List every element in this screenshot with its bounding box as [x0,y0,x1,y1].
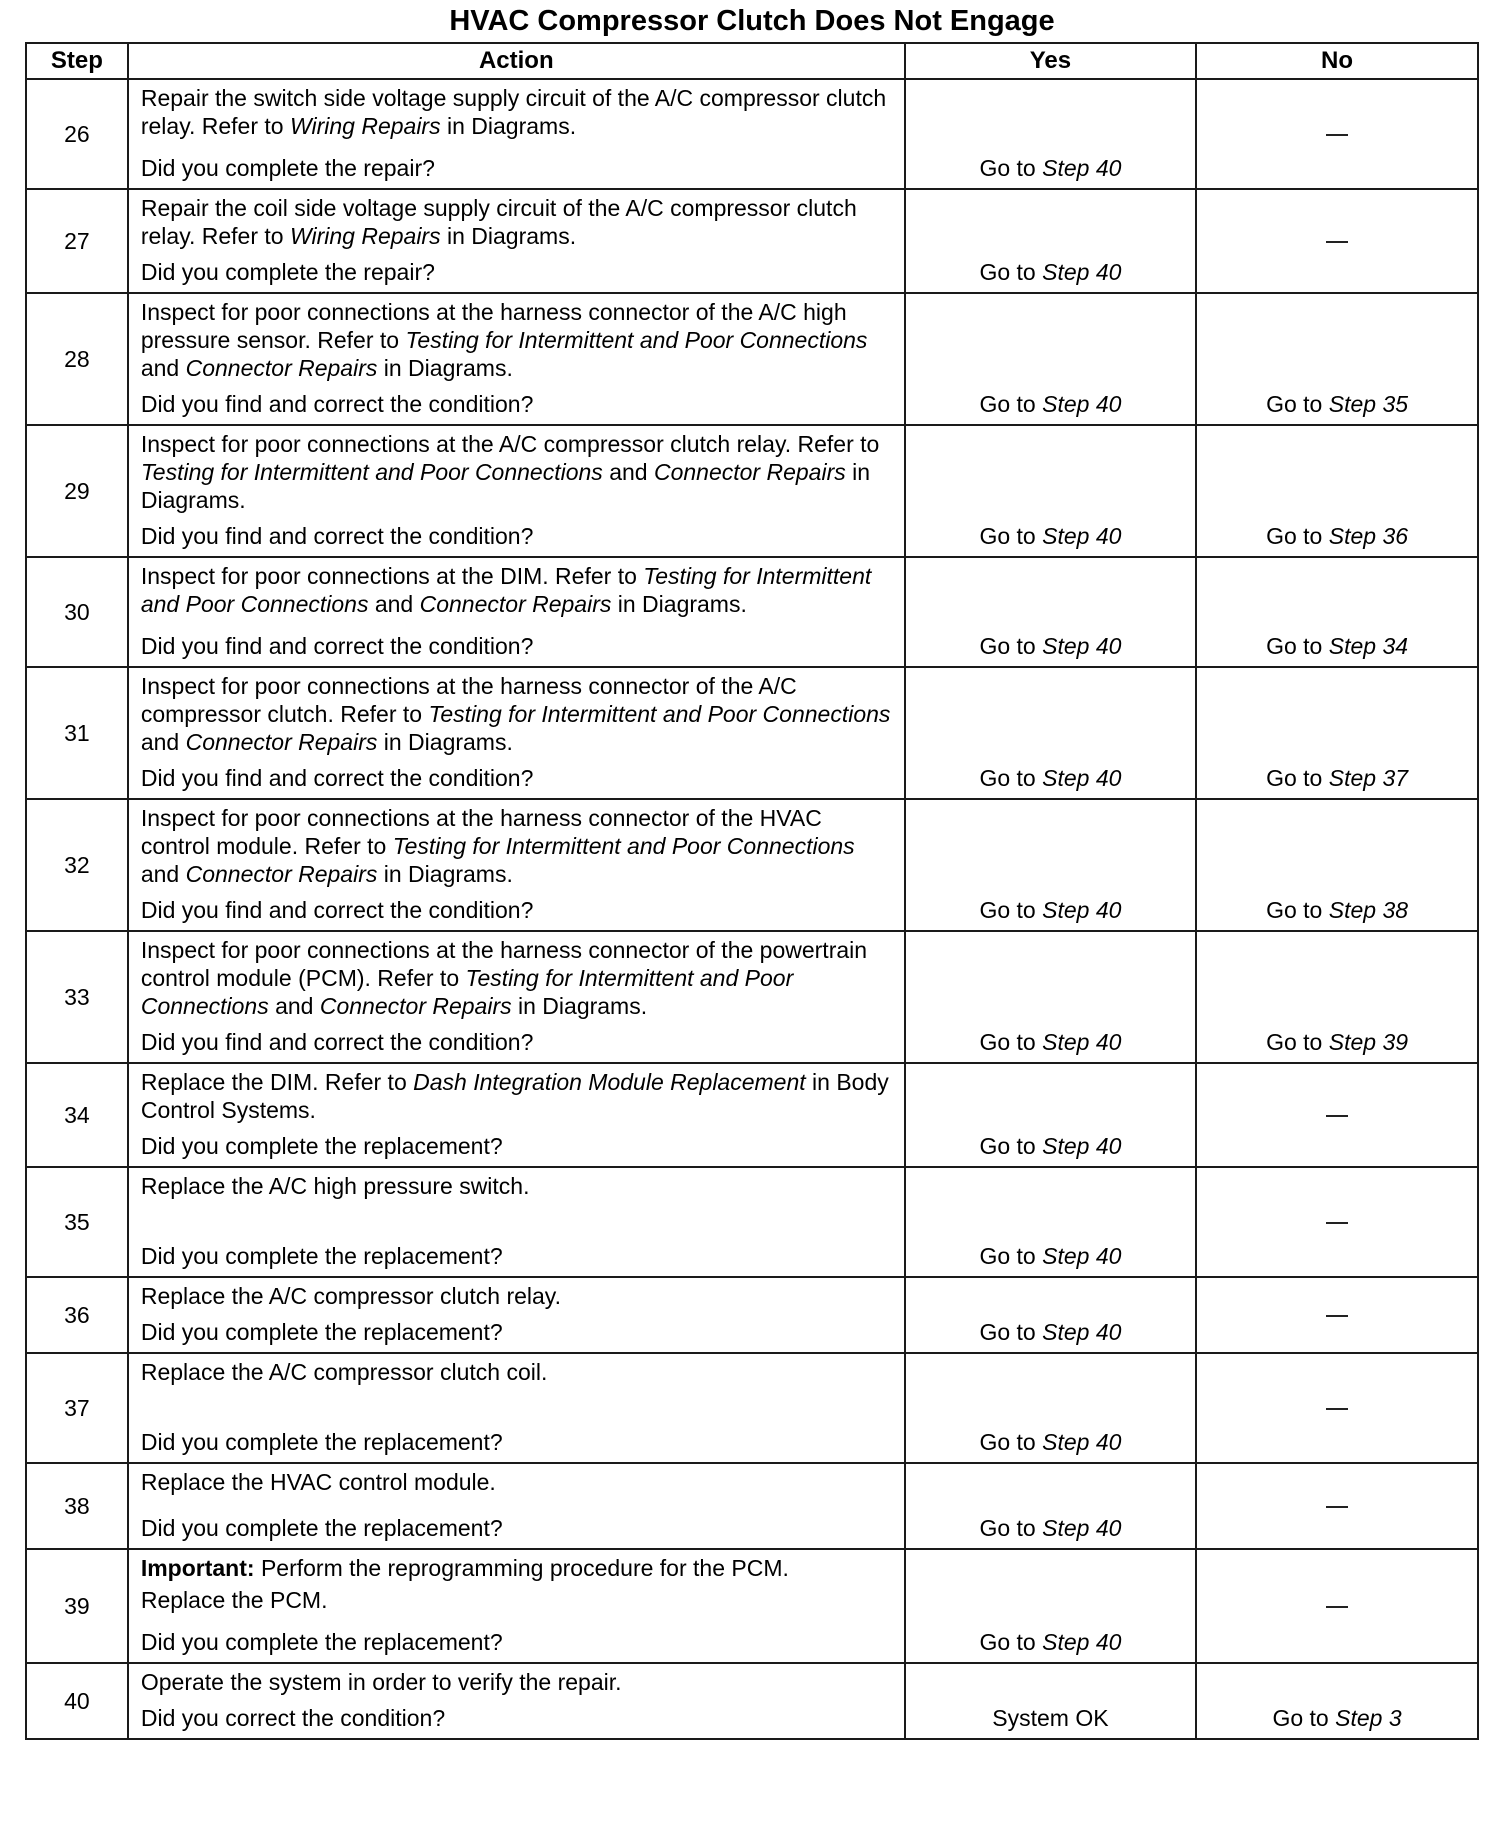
page-title: HVAC Compressor Clutch Does Not Engage [449,5,1055,37]
column-header-step: Step [26,43,128,79]
action-text-segment: Replace the PCM. [140,1587,328,1613]
yes-prefix: Go to [979,765,1043,791]
table-row [26,1663,1478,1739]
yes-step-link[interactable]: Step 40 [1042,633,1122,659]
table-row [26,799,1478,931]
action-text-segment: in Diagrams. [440,113,577,139]
yes-prefix: Go to [979,1515,1043,1541]
action-text [141,1358,894,1386]
reference-link[interactable]: Testing for Intermittent and Poor Connections [140,459,603,485]
action-text [141,1586,894,1614]
step-number: 36 [26,1277,128,1353]
column-header-no: No [1196,43,1478,79]
yes-prefix: Go to [979,1429,1043,1455]
reference-link[interactable]: Testing for Intermittent and Poor Connections [428,701,891,727]
action-cell [128,79,905,189]
yes-cell [905,1463,1196,1549]
action-instructions [141,84,894,140]
dash-mark [1326,1222,1348,1224]
action-text [141,672,894,756]
reference-link[interactable]: Wiring Repairs [289,223,441,249]
reference-link[interactable]: Testing for Intermittent and Poor Connections [140,563,872,617]
no-prefix: Go to [1266,633,1329,659]
no-cell [1196,293,1478,425]
action-content [141,1172,894,1270]
column-header-action: Action [128,43,905,79]
yes-step-link[interactable]: Step 40 [1042,897,1122,923]
action-text-segment: in Diagrams. [140,459,871,513]
no-cell-empty [1196,79,1478,189]
action-content [141,1668,894,1732]
action-content [141,1554,894,1656]
action-text [141,1468,894,1496]
action-instructions [141,936,894,1020]
no-prefix: Go to [1266,765,1329,791]
no-prefix: Go to [1266,1029,1329,1055]
question-text: Did you find and correct the condition? [140,391,534,417]
question-text: Did you find and correct the condition? [140,1029,534,1055]
no-cell-empty [1196,189,1478,293]
action-content [141,194,894,286]
question-text: Did you complete the replacement? [140,1319,503,1345]
question-text: Did you complete the replacement? [140,1133,503,1159]
no-prefix: Go to [1266,897,1329,923]
question-text: Did you correct the condition? [140,1705,446,1731]
dash-mark [1326,1315,1348,1317]
question-text: Did you complete the repair? [140,155,435,181]
action-content [141,672,894,792]
action-text-segment: in Diagrams. [511,993,648,1019]
no-step-link[interactable]: Step 36 [1328,523,1409,549]
yes-cell [905,1663,1196,1739]
action-text-segment: in Diagrams. [377,861,513,887]
question-text: Did you complete the replacement? [140,1243,503,1269]
no-step-link[interactable]: Step 37 [1328,765,1409,791]
yes-step-link[interactable]: Step 40 [1042,1515,1122,1541]
table-row [26,931,1478,1063]
reference-link[interactable]: Connector Repairs [419,591,612,617]
action-instructions [141,1068,894,1124]
action-instructions [141,1668,894,1696]
yes-step-link[interactable]: Step 40 [1042,1319,1122,1345]
action-content [141,562,894,660]
reference-link[interactable]: Connector Repairs [185,861,378,887]
step-number: 28 [26,293,128,425]
yes-step-link[interactable]: Step 40 [1042,1629,1122,1655]
important-note [141,1554,894,1582]
table-row [26,557,1478,667]
table-body [26,79,1478,1739]
action-instructions [141,672,894,756]
yes-cell [905,557,1196,667]
question-text: Did you complete the replacement? [140,1429,503,1455]
no-cell-empty [1196,1353,1478,1463]
action-text-segment: and [140,861,186,887]
action-content [141,936,894,1056]
action-cell [128,799,905,931]
dash-mark [1326,1408,1348,1410]
step-number: 40 [26,1663,128,1739]
table-row [26,667,1478,799]
action-text [141,804,894,888]
table-row [26,1167,1478,1277]
reference-link[interactable]: Testing for Intermittent and Poor Connections [392,833,855,859]
yes-step-link[interactable]: Step 40 [1042,765,1122,791]
action-instructions [141,804,894,888]
action-text-segment: in Body Control Systems. [140,1069,889,1123]
action-cell [128,667,905,799]
action-cell [128,557,905,667]
yes-prefix: Go to [979,897,1043,923]
yes-step-link[interactable]: Step 40 [1042,523,1122,549]
action-text [141,84,894,140]
table-row [26,1063,1478,1167]
step-number: 38 [26,1463,128,1549]
question-text: Did you complete the repair? [140,259,435,285]
action-cell [128,189,905,293]
no-cell-empty [1196,1167,1478,1277]
action-text-segment: Inspect for poor connections at the DIM. Refer to [140,563,644,589]
action-cell [128,1549,905,1663]
no-cell [1196,1663,1478,1739]
yes-prefix: Go to [979,1319,1043,1345]
action-content [141,1468,894,1542]
action-text [141,562,894,618]
dash-mark [1326,134,1348,136]
question-text: Did you find and correct the condition? [140,897,534,923]
yes-cell [905,1549,1196,1663]
no-cell [1196,557,1478,667]
action-text-segment: Replace the HVAC control module. [140,1469,496,1495]
action-text-segment: Inspect for poor connections at the harness connector of the powertrain control module (PCM). Refer to [140,937,868,991]
table-row [26,1277,1478,1353]
action-text-segment: Replace the A/C compressor clutch relay. [140,1283,561,1309]
action-text [141,1668,894,1696]
reference-link[interactable]: Connector Repairs [653,459,846,485]
yes-cell [905,189,1196,293]
action-text-segment: and [140,729,186,755]
yes-step-link[interactable]: Step 40 [1042,391,1122,417]
yes-prefix: Go to [979,633,1043,659]
action-text-segment: and [140,355,186,381]
action-text [141,298,894,382]
table-row [26,1463,1478,1549]
reference-link[interactable]: Wiring Repairs [289,113,441,139]
yes-cell [905,1353,1196,1463]
dash-mark [1326,1606,1348,1608]
action-instructions [141,1282,894,1310]
action-cell [128,1663,905,1739]
yes-cell [905,79,1196,189]
question-text: Did you find and correct the condition? [140,633,534,659]
action-text-segment: in Diagrams. [377,355,513,381]
action-cell [128,1277,905,1353]
step-number: 33 [26,931,128,1063]
action-instructions [141,194,894,250]
action-text-segment: Replace the A/C high pressure switch. [140,1173,530,1199]
no-cell [1196,667,1478,799]
action-text [141,1172,894,1200]
action-instructions [141,562,894,618]
action-content [141,804,894,924]
action-text-segment: Inspect for poor connections at the harness connector of the A/C compressor clutch. Refer to [140,673,797,727]
yes-cell [905,931,1196,1063]
step-number: 26 [26,79,128,189]
important-text: Perform the reprogramming procedure for the PCM. [254,1555,789,1581]
step-number: 37 [26,1353,128,1463]
column-header-yes: Yes [905,43,1196,79]
action-text-segment: Inspect for poor connections at the A/C compressor clutch relay. Refer to [140,431,880,457]
yes-cell [905,1277,1196,1353]
action-cell [128,931,905,1063]
no-prefix: Go to [1272,1705,1336,1731]
action-instructions [141,1468,894,1496]
dash-mark [1326,1506,1348,1508]
reference-link[interactable]: Dash Integration Module Replacement [413,1069,806,1095]
reference-link[interactable]: Testing for Intermittent and Poor Connections [140,965,794,1019]
action-text-segment: Repair the coil side voltage supply circuit of the A/C compressor clutch relay. Refer to [140,195,857,249]
no-cell-empty [1196,1463,1478,1549]
action-cell [128,425,905,557]
yes-prefix: System OK [992,1705,1109,1731]
action-content [141,430,894,550]
action-text-segment: Replace the A/C compressor clutch coil. [140,1359,548,1385]
action-text [141,1282,894,1310]
no-cell [1196,425,1478,557]
step-number: 31 [26,667,128,799]
yes-cell [905,667,1196,799]
step-number: 32 [26,799,128,931]
action-content [141,1068,894,1160]
no-step-link[interactable]: Step 34 [1328,633,1409,659]
reference-link[interactable]: Testing for Intermittent and Poor Connections [405,327,868,353]
reference-link[interactable]: Connector Repairs [185,729,378,755]
action-content [141,84,894,182]
action-cell [128,1353,905,1463]
dash-mark [1326,1115,1348,1117]
action-text [141,1068,894,1124]
no-cell-empty [1196,1549,1478,1663]
yes-prefix: Go to [979,391,1043,417]
action-instructions [141,1172,894,1200]
action-cell [128,1463,905,1549]
action-content [141,1282,894,1346]
action-instructions [141,1358,894,1386]
action-cell [128,293,905,425]
step-number: 39 [26,1549,128,1663]
yes-prefix: Go to [979,1243,1043,1269]
action-text-segment: Inspect for poor connections at the harness connector of the A/C high pressure sensor. Refer to [140,299,847,353]
yes-step-link[interactable]: Step 40 [1042,1429,1122,1455]
table-row [26,425,1478,557]
step-number: 35 [26,1167,128,1277]
action-text-segment: in Diagrams. [377,729,513,755]
action-text-segment: Repair the switch side voltage supply circuit of the A/C compressor clutch relay. Refer to [140,85,887,139]
action-text [141,194,894,250]
no-step-link[interactable]: Step 3 [1335,1705,1402,1731]
question-text: Did you complete the replacement? [140,1629,503,1655]
table-row [26,293,1478,425]
no-cell [1196,931,1478,1063]
action-text-segment: in Diagrams. [611,591,747,617]
action-text-segment: Replace the DIM. Refer to [140,1069,414,1095]
reference-link[interactable]: Connector Repairs [185,355,378,381]
step-number: 30 [26,557,128,667]
table-row [26,79,1478,189]
dash-mark [1326,241,1348,243]
question-text: Did you find and correct the condition? [140,765,534,791]
yes-cell [905,799,1196,931]
no-cell-empty [1196,1063,1478,1167]
no-cell [1196,799,1478,931]
yes-cell [905,425,1196,557]
yes-step-link[interactable]: Step 40 [1042,1133,1122,1159]
yes-prefix: Go to [979,1133,1043,1159]
no-cell-empty [1196,1277,1478,1353]
action-text-segment: and [368,591,420,617]
question-text: Did you find and correct the condition? [140,523,534,549]
yes-prefix: Go to [979,523,1043,549]
no-prefix: Go to [1266,391,1329,417]
action-text-segment: in Diagrams. [440,223,577,249]
no-step-link[interactable]: Step 39 [1328,1029,1409,1055]
yes-step-link[interactable]: Step 40 [1042,1243,1122,1269]
action-text [141,936,894,1020]
no-step-link[interactable]: Step 35 [1328,391,1409,417]
action-cell [128,1167,905,1277]
action-content [141,298,894,418]
question-text: Did you complete the replacement? [140,1515,503,1541]
reference-link[interactable]: Connector Repairs [319,993,512,1019]
yes-cell [905,1167,1196,1277]
action-cell [128,1063,905,1167]
action-instructions [141,1554,894,1614]
yes-cell [905,293,1196,425]
important-label: Important: [140,1555,255,1581]
yes-prefix: Go to [979,259,1043,285]
yes-step-link[interactable]: Step 40 [1042,259,1122,285]
action-content [141,1358,894,1456]
action-text [141,430,894,514]
step-number: 29 [26,425,128,557]
step-number: 34 [26,1063,128,1167]
yes-step-link[interactable]: Step 40 [1042,1029,1122,1055]
action-text-segment: and [268,993,320,1019]
yes-prefix: Go to [979,155,1043,181]
step-number: 27 [26,189,128,293]
table-row [26,189,1478,293]
action-text-segment: and [602,459,654,485]
yes-step-link[interactable]: Step 40 [1042,155,1122,181]
yes-prefix: Go to [979,1029,1043,1055]
table-row [26,1549,1478,1663]
table-row [26,1353,1478,1463]
action-instructions [141,430,894,514]
yes-prefix: Go to [979,1629,1043,1655]
no-prefix: Go to [1266,523,1329,549]
yes-cell [905,1063,1196,1167]
header-row [26,43,1478,79]
action-text-segment: Inspect for poor connections at the harness connector of the HVAC control module. Refer to [140,805,822,859]
diagnostic-table [25,42,1479,1740]
action-instructions [141,298,894,382]
no-step-link[interactable]: Step 38 [1328,897,1409,923]
action-text-segment: Operate the system in order to verify the repair. [140,1669,622,1695]
